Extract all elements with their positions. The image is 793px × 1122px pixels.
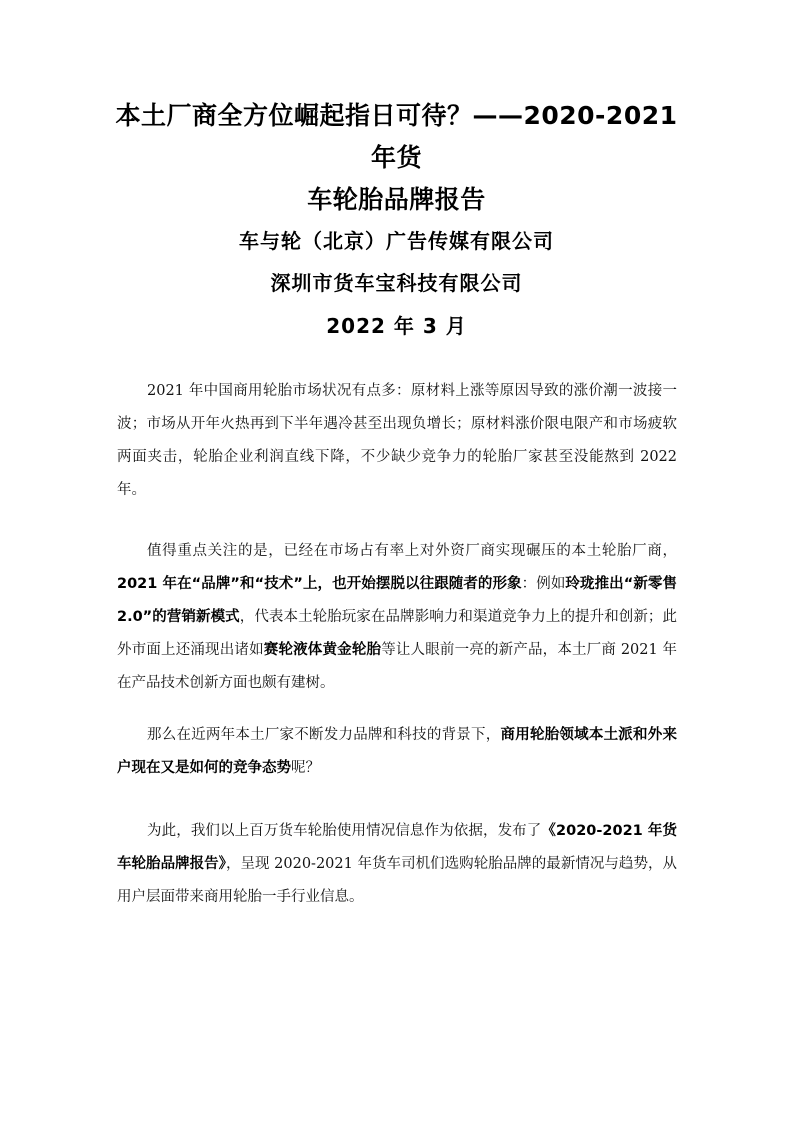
p3-text-a: 那么在近两年本土厂家不断发力品牌和科技的背景下， xyxy=(147,727,501,743)
publisher-1: 车与轮（北京）广告传媒有限公司 xyxy=(239,229,554,253)
paragraph-report xyxy=(117,815,677,914)
paragraph-question xyxy=(117,719,677,785)
p2-text-a: 值得重点关注的是，已经在市场占有率上对外资厂商实现碾压的本土轮胎厂商， xyxy=(147,543,677,559)
p2-text-g: 等让人眼前一亮的新产品，本土厂商 2021 年在产品技术创新方面也颇有建树。 xyxy=(117,642,678,691)
p3-bold-b: 商用轮胎领域本土派和外来户现在又是如何的竞争态势 xyxy=(117,727,677,776)
p4-text-c: ，呈现 2020-2021 年货车司机们选购轮胎品牌的最新情况与趋势，从用户层面带来商用轮胎一手行业信息。 xyxy=(117,856,678,905)
paragraph-intro-text: 2021 年中国商用轮胎市场状况有点多：原材料上涨等原因导致的涨价潮一波接一波；市场从开年火热再到下半年遇冷甚至出现负增长；原材料涨价限电限产和市场疲软两面夹击，轮胎企业利润直线下降，不少缺少竞争力的轮胎厂家甚至没能熬到 2022 年。 xyxy=(117,383,677,498)
title-line-2: 车轮胎品牌报告 xyxy=(307,185,486,214)
publisher-2: 深圳市货车宝科技有限公司 xyxy=(270,271,523,295)
paragraph-brand-tech xyxy=(117,535,677,700)
p2-text-c: ：例如 xyxy=(521,576,566,592)
document-title xyxy=(100,95,693,221)
p2-text-e: ，代表本土轮胎玩家在品牌影响力和渠道竞争力上的提升和创新；此外市面上还涌现出诸如 xyxy=(117,609,678,658)
p2-bold-b: 2021 年在“品牌”和“技术”上，也开始摆脱以往跟随者的形象 xyxy=(117,576,522,592)
p2-bold-f: 赛轮液体黄金轮胎 xyxy=(263,642,382,658)
p4-text-a: 为此，我们以上百万货车轮胎使用情况信息作为依据，发布了 xyxy=(147,823,542,839)
p2-bold-d: 玲珑推出“新零售 2.0”的营销新模式 xyxy=(117,576,678,625)
publish-date: 2022 年 3 月 xyxy=(326,314,467,338)
title-line-1: 本土厂商全方位崛起指日可待？——2020-2021 年货 xyxy=(115,101,678,172)
p4-bold-b: 《2020-2021 年货车轮胎品牌报告》 xyxy=(117,823,678,872)
p3-text-c: 呢？ xyxy=(291,760,320,776)
paragraph-intro xyxy=(117,375,677,507)
